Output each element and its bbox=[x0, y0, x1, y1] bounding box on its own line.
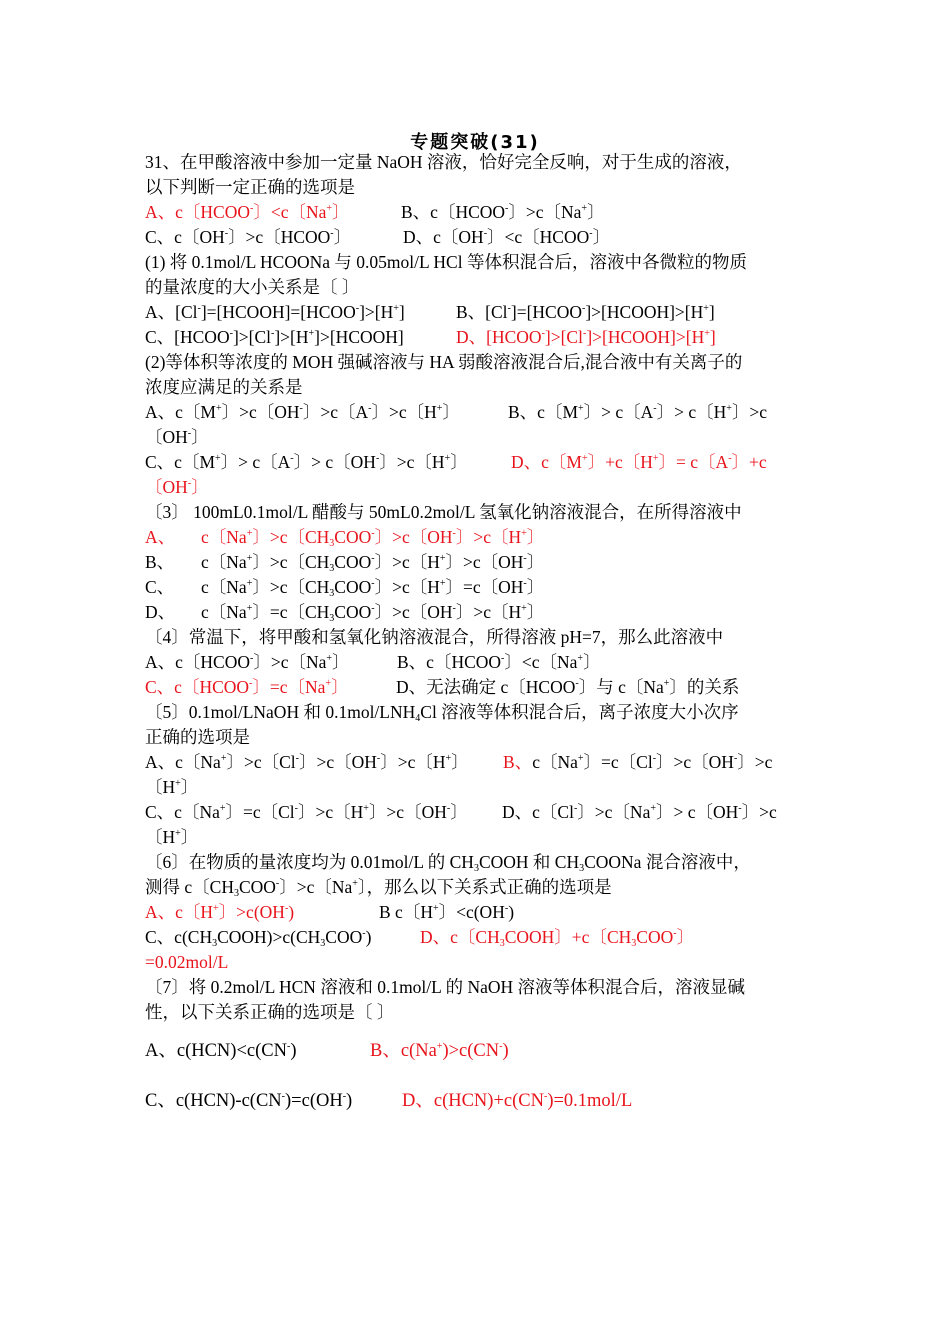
text-segment: (2)等体积等浓度的 MOH 强碱溶液与 HA 弱酸溶液混合后,混合液中有关离子的 bbox=[145, 352, 743, 372]
text-segment: A、c〔HCOO bbox=[145, 202, 250, 222]
text-segment: ]>[HCOOH]>[H bbox=[585, 302, 704, 322]
text-segment: 〕>c〔H bbox=[298, 802, 364, 822]
text-line bbox=[145, 676, 739, 698]
superscript: - bbox=[673, 928, 677, 939]
text-line bbox=[145, 1040, 509, 1062]
superscript: - bbox=[362, 928, 366, 939]
text-segment: 〕>c〔CH bbox=[252, 552, 330, 572]
text-segment: 性，以下关系正确的选项是〔 〕 bbox=[145, 1002, 395, 1022]
text-line bbox=[145, 601, 544, 623]
text-segment: 〕=c〔Cl bbox=[583, 752, 653, 772]
text-segment: 〕 bbox=[526, 552, 545, 572]
text-segment: 〕 bbox=[332, 652, 350, 672]
superscript: - bbox=[501, 653, 505, 664]
text-segment: ] bbox=[708, 302, 715, 322]
text-segment: ]>[HCOOH] bbox=[314, 327, 404, 347]
text-segment: 〕>c〔Na bbox=[253, 652, 327, 672]
text-segment: 〕>c〔H bbox=[379, 452, 445, 472]
text-segment: 〕> c〔OH bbox=[293, 452, 376, 472]
text-segment: ) bbox=[508, 902, 515, 922]
superscript: + bbox=[246, 603, 253, 614]
text-segment: 〕 bbox=[331, 677, 349, 697]
text-segment: )=0.1mol/L bbox=[547, 1091, 633, 1111]
text-segment: COOH 和 CH bbox=[478, 852, 580, 872]
text-segment: C、c(HCN)-c(CN bbox=[145, 1091, 282, 1111]
superscript: + bbox=[220, 753, 227, 764]
superscript: - bbox=[446, 803, 451, 814]
text-segment: 〕 bbox=[333, 227, 352, 247]
text-segment: D、c〔Cl bbox=[502, 802, 574, 822]
text-segment: 〕=c〔Na bbox=[252, 677, 326, 697]
text-line bbox=[145, 1001, 394, 1023]
text-segment: 〕>c〔H bbox=[374, 552, 440, 572]
text-segment: 〕<c〔HCOO bbox=[487, 227, 590, 247]
text-segment: C、c〔Na bbox=[145, 802, 220, 822]
superscript: + bbox=[577, 653, 584, 664]
text-segment: 正确的选项是 bbox=[145, 727, 250, 747]
text-segment: 〕>c〔H bbox=[455, 602, 522, 622]
superscript: + bbox=[704, 328, 710, 339]
superscript: - bbox=[505, 203, 509, 214]
text-segment: 〕>c〔OH bbox=[368, 802, 447, 822]
text-segment: ]>[H bbox=[359, 302, 394, 322]
text-segment: 浓度应满足的关系是 bbox=[145, 377, 303, 397]
text-segment: 以下判断一定正确的选项是 bbox=[145, 177, 355, 197]
superscript: + bbox=[326, 203, 333, 214]
superscript: - bbox=[483, 228, 488, 239]
superscript: - bbox=[294, 803, 299, 814]
text-segment: 〕=c〔OH bbox=[445, 577, 524, 597]
text-segment: 〔OH bbox=[145, 477, 188, 497]
text-segment: 〕>c〔OH bbox=[221, 402, 300, 422]
text-segment: 测得 c〔CH bbox=[145, 877, 234, 897]
text-segment: ]=[HCOO bbox=[510, 302, 583, 322]
text-segment: COO bbox=[636, 927, 674, 947]
superscript: - bbox=[271, 328, 275, 339]
text-segment: ] bbox=[709, 327, 716, 347]
text-segment: A、c(HCN)<c(CN bbox=[145, 1041, 287, 1061]
text-segment: 〕<c〔Na bbox=[253, 202, 327, 222]
text-segment: 〕> c〔A bbox=[220, 452, 291, 472]
text-line bbox=[145, 801, 777, 823]
text-segment: 〕<c〔Na bbox=[504, 652, 578, 672]
superscript: - bbox=[523, 553, 527, 564]
superscript: + bbox=[436, 403, 443, 414]
text-segment: A、[Cl bbox=[145, 302, 198, 322]
text-segment: 〔3〕 100mL0.1mol/L 醋酸与 50mL0.2mol/L 氢氧化钠溶液混合，在所得溶液中 bbox=[145, 502, 742, 522]
text-segment: 〕>c〔H bbox=[380, 752, 446, 772]
superscript: - bbox=[733, 753, 738, 764]
superscript: - bbox=[224, 228, 229, 239]
superscript: + bbox=[175, 778, 181, 789]
superscript: + bbox=[432, 903, 439, 914]
text-segment: 〕= c〔A bbox=[658, 452, 729, 472]
subscript: 3 bbox=[212, 938, 218, 949]
superscript: + bbox=[663, 678, 670, 689]
subscript: 3 bbox=[499, 938, 505, 949]
text-segment: B、c(Na bbox=[370, 1041, 437, 1061]
superscript: + bbox=[215, 403, 222, 414]
text-segment: ) bbox=[365, 927, 372, 947]
text-segment: 〕>c〔H bbox=[371, 402, 437, 422]
text-segment: 〕=c〔CH bbox=[252, 602, 330, 622]
superscript: + bbox=[521, 528, 527, 539]
superscript: + bbox=[215, 453, 221, 464]
text-segment: COO bbox=[334, 602, 372, 622]
text-segment: 〔5〕0.1mol/LNaOH 和 0.1mol/LNH bbox=[145, 702, 416, 722]
superscript: - bbox=[371, 553, 375, 564]
text-segment: COO bbox=[334, 577, 372, 597]
text-segment: 〕>c〔OH bbox=[656, 752, 734, 772]
text-segment: B、c〔M bbox=[508, 402, 578, 422]
subscript: 3 bbox=[329, 538, 335, 549]
superscript: + bbox=[219, 803, 226, 814]
text-segment: )>c(CN bbox=[442, 1041, 500, 1061]
text-segment: B、c〔HCOO bbox=[401, 202, 506, 222]
text-segment: 〕 bbox=[587, 202, 605, 222]
subscript: 4 bbox=[415, 713, 421, 724]
superscript: + bbox=[439, 578, 446, 589]
text-segment: D、c(HCN)+c(CN bbox=[402, 1091, 544, 1111]
page-title: 专题突破(31) bbox=[410, 132, 540, 153]
text-line bbox=[145, 501, 742, 523]
superscript: + bbox=[363, 803, 369, 814]
superscript: + bbox=[326, 653, 333, 664]
text-line bbox=[145, 201, 605, 223]
text-segment: B、[Cl bbox=[456, 302, 508, 322]
superscript: + bbox=[581, 203, 588, 214]
superscript: - bbox=[299, 403, 303, 414]
superscript: - bbox=[543, 1091, 548, 1102]
superscript: - bbox=[523, 578, 527, 589]
superscript: + bbox=[352, 878, 358, 889]
superscript: - bbox=[499, 1041, 503, 1052]
text-segment: COOH〕+c〔CH bbox=[504, 927, 632, 947]
text-line bbox=[145, 251, 747, 273]
text-segment: 〔H bbox=[145, 777, 176, 797]
superscript: + bbox=[703, 303, 709, 314]
text-segment: 〕 bbox=[180, 827, 199, 847]
text-segment: 〕>c〔OH bbox=[374, 602, 453, 622]
text-line bbox=[145, 976, 745, 998]
text-line bbox=[145, 426, 209, 448]
text-segment: =0.02mol/L bbox=[145, 952, 229, 972]
text-segment: B、c〔HCOO bbox=[397, 652, 502, 672]
superscript: - bbox=[330, 228, 334, 239]
text-segment: A、c〔Na bbox=[145, 752, 221, 772]
superscript: - bbox=[290, 453, 294, 464]
text-line bbox=[145, 451, 767, 473]
superscript: - bbox=[275, 878, 280, 889]
text-segment: 〕>c〔A bbox=[302, 402, 369, 422]
text-line bbox=[145, 576, 544, 598]
superscript: + bbox=[325, 678, 332, 689]
text-segment: 〕>c〔Na bbox=[577, 802, 651, 822]
text-segment: 〕 bbox=[450, 452, 468, 472]
text-segment: 〕>c〔Cl bbox=[226, 752, 296, 772]
superscript: - bbox=[573, 803, 578, 814]
superscript: - bbox=[582, 328, 587, 339]
text-segment: B、 bbox=[503, 752, 533, 772]
text-segment: 〕+c〔H bbox=[587, 452, 653, 472]
text-segment: A、 bbox=[145, 527, 176, 547]
text-segment: 〕>c〔Na bbox=[508, 202, 582, 222]
text-line bbox=[145, 851, 751, 873]
text-segment: D、c〔M bbox=[511, 452, 582, 472]
superscript: - bbox=[295, 753, 299, 764]
text-line bbox=[145, 626, 723, 648]
text-segment: ]>[HCOOH]>[H bbox=[586, 327, 705, 347]
superscript: + bbox=[246, 578, 253, 589]
superscript: - bbox=[368, 403, 372, 414]
text-segment: 〕>c bbox=[737, 752, 773, 772]
subscript: 3 bbox=[329, 588, 335, 599]
text-segment: Cl 溶液等体积混合后，离子浓度大小次序 bbox=[420, 702, 739, 722]
text-line bbox=[145, 276, 359, 298]
text-segment: 〕>c bbox=[741, 802, 777, 822]
text-segment: 〕<c(OH bbox=[438, 902, 505, 922]
text-segment: D、c〔OH bbox=[403, 227, 484, 247]
superscript: + bbox=[246, 553, 253, 564]
text-segment: 〕>c〔HCOO bbox=[228, 227, 331, 247]
superscript: - bbox=[187, 428, 192, 439]
text-segment: (1) 将 0.1mol/L HCOONa 与 0.05mol/L HCl 等体积混合后，溶液中各微粒的物质 bbox=[145, 252, 747, 272]
superscript: + bbox=[650, 803, 656, 814]
superscript: - bbox=[371, 578, 375, 589]
text-segment: COO bbox=[334, 527, 372, 547]
superscript: - bbox=[738, 803, 742, 814]
text-segment: C、 bbox=[145, 577, 175, 597]
text-segment: c〔Na bbox=[532, 752, 578, 772]
text-line bbox=[145, 176, 355, 198]
superscript: + bbox=[726, 403, 732, 414]
superscript: + bbox=[439, 553, 446, 564]
superscript: - bbox=[652, 753, 657, 764]
superscript: + bbox=[436, 1041, 443, 1052]
superscript: - bbox=[229, 328, 233, 339]
superscript: + bbox=[444, 453, 451, 464]
text-segment: 〕 bbox=[191, 427, 209, 447]
subscript: 3 bbox=[579, 863, 585, 874]
text-segment: 〕+c bbox=[731, 452, 767, 472]
text-segment: 〕>c〔CH bbox=[252, 527, 330, 547]
subscript: 3 bbox=[631, 938, 637, 949]
text-line bbox=[145, 151, 742, 173]
text-line bbox=[145, 926, 694, 948]
text-segment: ) bbox=[502, 1041, 509, 1061]
superscript: + bbox=[445, 753, 452, 764]
text-segment: 〕>c〔Na bbox=[279, 877, 353, 897]
text-segment: 〕 bbox=[451, 752, 469, 772]
text-segment: D、c〔CH bbox=[420, 927, 500, 947]
text-segment: 〕 bbox=[332, 202, 350, 222]
text-segment: 〕 bbox=[526, 602, 545, 622]
text-segment: c〔Na bbox=[201, 527, 247, 547]
superscript: - bbox=[281, 1091, 286, 1102]
text-segment: ]>[Cl bbox=[544, 327, 583, 347]
text-segment: 〕 bbox=[526, 577, 545, 597]
text-segment: 〕>c bbox=[731, 402, 768, 422]
text-line bbox=[145, 226, 610, 248]
text-segment: ]>[H bbox=[274, 327, 309, 347]
superscript: - bbox=[197, 303, 201, 314]
text-segment: COO bbox=[334, 552, 372, 572]
text-segment: )=c(OH bbox=[285, 1091, 343, 1111]
text-segment: c〔Na bbox=[201, 602, 247, 622]
text-segment: 〕>c〔CH bbox=[252, 577, 330, 597]
subscript: 3 bbox=[320, 938, 326, 949]
text-segment: ]>[Cl bbox=[232, 327, 271, 347]
text-line bbox=[145, 326, 716, 348]
text-segment: 〕 bbox=[450, 802, 468, 822]
text-segment: 〕 bbox=[442, 402, 460, 422]
superscript: - bbox=[582, 303, 586, 314]
superscript: - bbox=[342, 1091, 347, 1102]
text-segment: 〕>c〔OH bbox=[298, 752, 377, 772]
superscript: - bbox=[371, 603, 375, 614]
subscript: 3 bbox=[473, 863, 479, 874]
superscript: + bbox=[393, 303, 399, 314]
superscript: + bbox=[521, 603, 527, 614]
text-line bbox=[145, 551, 544, 573]
superscript: - bbox=[452, 603, 456, 614]
superscript: - bbox=[728, 453, 732, 464]
text-segment: c〔Na bbox=[201, 552, 247, 572]
text-segment: 的量浓度的大小关系是〔 〕 bbox=[145, 277, 360, 297]
superscript: - bbox=[541, 328, 545, 339]
text-line bbox=[145, 826, 198, 848]
text-segment: D、无法确定 c〔HCOO bbox=[396, 677, 576, 697]
text-line bbox=[145, 476, 209, 498]
superscript: - bbox=[504, 903, 509, 914]
text-segment: D、 bbox=[145, 602, 176, 622]
text-line bbox=[145, 351, 742, 373]
text-line bbox=[145, 1090, 632, 1112]
text-segment: ) bbox=[290, 1041, 297, 1061]
superscript: - bbox=[589, 228, 593, 239]
text-segment: 〔H bbox=[145, 827, 176, 847]
text-segment: B c〔H bbox=[379, 902, 433, 922]
text-segment: 〕 bbox=[526, 527, 545, 547]
superscript: - bbox=[371, 528, 375, 539]
text-segment: COO bbox=[325, 927, 363, 947]
subscript: 3 bbox=[329, 563, 335, 574]
superscript: - bbox=[452, 528, 456, 539]
text-segment: A、c〔M bbox=[145, 402, 216, 422]
text-segment: C、[HCOO bbox=[145, 327, 230, 347]
text-segment: C、c〔M bbox=[145, 452, 215, 472]
superscript: - bbox=[575, 678, 579, 689]
superscript: + bbox=[577, 753, 584, 764]
text-line bbox=[145, 876, 612, 898]
text-segment: 〕=c〔Cl bbox=[225, 802, 295, 822]
text-segment: 〕与 c〔Na bbox=[578, 677, 664, 697]
text-segment: 31、在甲酸溶液中参加一定量 NaOH 溶液，恰好完全反响，对于生成的溶液， bbox=[145, 152, 742, 172]
superscript: - bbox=[653, 403, 657, 414]
superscript: - bbox=[375, 453, 380, 464]
text-segment: 〕 bbox=[592, 227, 611, 247]
text-line bbox=[145, 401, 767, 423]
text-segment: C、c(CH bbox=[145, 927, 213, 947]
text-segment: 〕>c〔H bbox=[374, 577, 440, 597]
superscript: + bbox=[308, 328, 315, 339]
superscript: + bbox=[581, 453, 588, 464]
text-segment: C、c〔OH bbox=[145, 227, 225, 247]
superscript: - bbox=[250, 203, 254, 214]
text-line bbox=[145, 901, 514, 923]
text-segment: 〔OH bbox=[145, 427, 188, 447]
text-line bbox=[145, 751, 772, 773]
text-segment: C、c〔HCOO bbox=[145, 677, 250, 697]
text-segment: 〔6〕在物质的量浓度均为 0.01mol/L 的 CH bbox=[145, 852, 474, 872]
text-line bbox=[145, 301, 715, 323]
subscript: 3 bbox=[233, 888, 239, 899]
text-segment: ) bbox=[346, 1091, 353, 1111]
text-segment: 〕> c〔OH bbox=[655, 802, 739, 822]
text-segment: ] bbox=[398, 302, 405, 322]
text-segment: B、 bbox=[145, 552, 175, 572]
text-line bbox=[145, 726, 250, 748]
superscript: - bbox=[250, 653, 254, 664]
text-segment: 〕 bbox=[191, 477, 209, 497]
text-segment: 〔4〕常温下，将甲酸和氢氧化钠溶液混合，所得溶液 pH=7，那么此溶液中 bbox=[145, 627, 724, 647]
superscript: + bbox=[652, 453, 659, 464]
text-segment: COONa 混合溶液中， bbox=[584, 852, 751, 872]
superscript: - bbox=[284, 903, 289, 914]
superscript: + bbox=[213, 903, 219, 914]
text-segment: ]=[HCOOH]=[HCOO bbox=[200, 302, 356, 322]
text-line bbox=[145, 701, 739, 723]
text-segment: 〕的关系 bbox=[669, 677, 740, 697]
text-segment: A、c〔H bbox=[145, 902, 214, 922]
text-segment: 〕，那么以下关系式正确的选项是 bbox=[357, 877, 612, 897]
text-segment: COOH)>c(CH bbox=[217, 927, 321, 947]
superscript: - bbox=[187, 478, 192, 489]
superscript: - bbox=[376, 753, 381, 764]
text-line bbox=[145, 951, 228, 973]
superscript: - bbox=[286, 1041, 291, 1052]
text-segment: c〔Na bbox=[201, 577, 247, 597]
superscript: + bbox=[578, 403, 584, 414]
text-line bbox=[145, 526, 544, 548]
superscript: - bbox=[355, 303, 360, 314]
superscript: + bbox=[246, 528, 253, 539]
text-segment: 〕 bbox=[180, 777, 199, 797]
text-segment: 〕>c〔H bbox=[455, 527, 522, 547]
text-segment: 〕 bbox=[676, 927, 695, 947]
text-segment: 〕 bbox=[583, 652, 601, 672]
text-segment: 〔7〕将 0.2mol/L HCN 溶液和 0.1mol/L 的 NaOH 溶液等体积混合后，溶液显碱 bbox=[145, 977, 746, 997]
text-line bbox=[145, 651, 601, 673]
superscript: - bbox=[249, 678, 253, 689]
text-segment: 〕>c〔OH bbox=[445, 552, 524, 572]
text-line bbox=[145, 776, 198, 798]
text-line bbox=[145, 376, 303, 398]
subscript: 3 bbox=[329, 613, 335, 624]
superscript: + bbox=[175, 828, 181, 839]
text-segment: A、c〔HCOO bbox=[145, 652, 250, 672]
text-segment: ) bbox=[288, 902, 295, 922]
text-segment: COO bbox=[238, 877, 276, 897]
text-segment: 〕> c〔H bbox=[656, 402, 727, 422]
superscript: - bbox=[507, 303, 511, 314]
text-segment: 〕>c〔OH bbox=[374, 527, 453, 547]
text-segment: 〕>c(OH bbox=[218, 902, 285, 922]
text-segment: D、[HCOO bbox=[456, 327, 542, 347]
text-segment: 〕> c〔A bbox=[583, 402, 654, 422]
